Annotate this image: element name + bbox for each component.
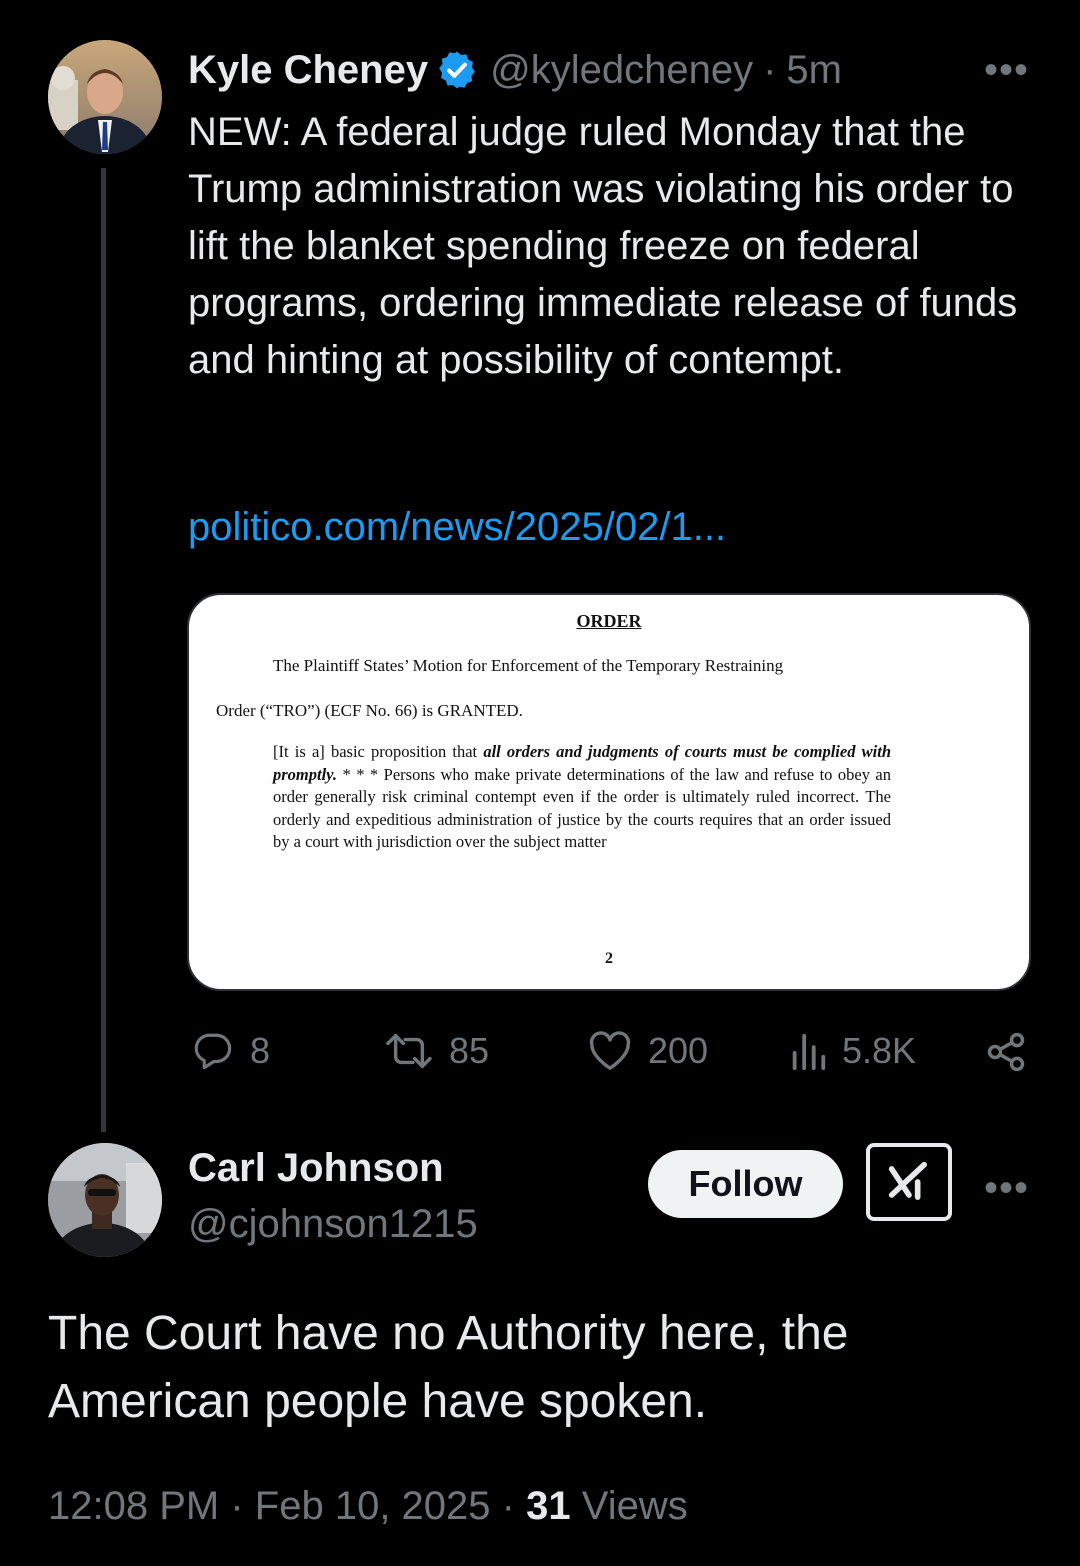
like-action[interactable] xyxy=(586,1030,708,1072)
tweet-time[interactable]: 5m xyxy=(786,47,842,92)
heart-icon xyxy=(586,1030,634,1072)
reply-view-count: 31 xyxy=(526,1484,571,1528)
reply-time[interactable]: 12:08 PM xyxy=(48,1484,220,1528)
share-icon xyxy=(984,1030,1028,1074)
author-avatar[interactable] xyxy=(48,40,162,154)
tweet-header xyxy=(188,44,842,96)
author-avatar-photo xyxy=(48,40,162,154)
repost-action[interactable] xyxy=(383,1030,489,1072)
reply-action[interactable] xyxy=(190,1030,270,1072)
follow-button[interactable]: Follow xyxy=(648,1150,843,1218)
reply-author-name[interactable]: Carl Johnson xyxy=(188,1146,444,1190)
meta-separator: · xyxy=(230,1484,244,1528)
reply-more-icon[interactable]: ••• xyxy=(984,1166,1030,1210)
views-action[interactable] xyxy=(788,1030,916,1072)
document-paragraph-line-2: Order (“TRO”) (ECF No. 66) is GRANTED. xyxy=(216,701,523,720)
document-paragraph-line-1: The Plaintiff States’ Motion for Enforcement of the Temporary Restraining xyxy=(273,656,784,675)
reply-icon xyxy=(190,1030,236,1072)
view-count: 5.8K xyxy=(842,1030,917,1071)
quote-rest: * * * Persons who make private determinations of the law and refuse to obey an order generally risk criminal contempt even if the order is ultimately ruled incorrect. The orderly and expeditious administration of justice by the courts requires that an order issued by a court with jurisdiction over the subject matter xyxy=(273,764,891,851)
share-button[interactable] xyxy=(984,1030,1028,1079)
document-page-number: 2 xyxy=(605,950,613,967)
verified-badge-icon xyxy=(436,49,478,91)
author-name[interactable]: Kyle Cheney xyxy=(188,47,429,92)
reply-author-handle[interactable]: @cjohnson1215 xyxy=(188,1202,478,1246)
tweet-link[interactable]: politico.com/news/2025/02/1... xyxy=(188,505,727,549)
reply-count: 8 xyxy=(250,1030,271,1071)
document-heading: ORDER xyxy=(576,611,642,631)
tweet-text: NEW: A federal judge ruled Monday that the Trump administration was violating his order to lift the blanket spending freeze on federal programs, ordering immediate release of funds and hinting at possibility of contempt. xyxy=(188,110,1018,382)
repost-count: 85 xyxy=(449,1030,490,1071)
reply-avatar-photo xyxy=(48,1143,162,1257)
analytics-icon xyxy=(788,1030,828,1072)
quote-prefix: [It is a] basic proposition that xyxy=(273,742,484,761)
tweet-more-icon[interactable]: ••• xyxy=(984,48,1030,92)
meta-separator: · xyxy=(501,1484,515,1528)
reply-meta xyxy=(48,1484,688,1529)
reply-views-label: Views xyxy=(581,1484,688,1528)
reply-author-avatar[interactable] xyxy=(48,1143,162,1257)
grok-icon xyxy=(883,1156,935,1208)
author-handle[interactable]: @kyledcheney xyxy=(490,47,754,92)
thread-connector-line xyxy=(101,168,106,1132)
like-count: 200 xyxy=(648,1030,709,1071)
document-image-card[interactable] xyxy=(187,593,1031,991)
quote-emphasis: all orders and judgments of courts must be complied with promptly. xyxy=(273,742,891,784)
repost-icon xyxy=(383,1030,435,1072)
header-separator: · xyxy=(763,47,777,92)
document-quote xyxy=(273,741,891,854)
grok-button[interactable] xyxy=(866,1143,952,1221)
reply-date[interactable]: Feb 10, 2025 xyxy=(254,1484,491,1528)
reply-text: The Court have no Authority here, the American people have spoken. xyxy=(48,1307,849,1428)
